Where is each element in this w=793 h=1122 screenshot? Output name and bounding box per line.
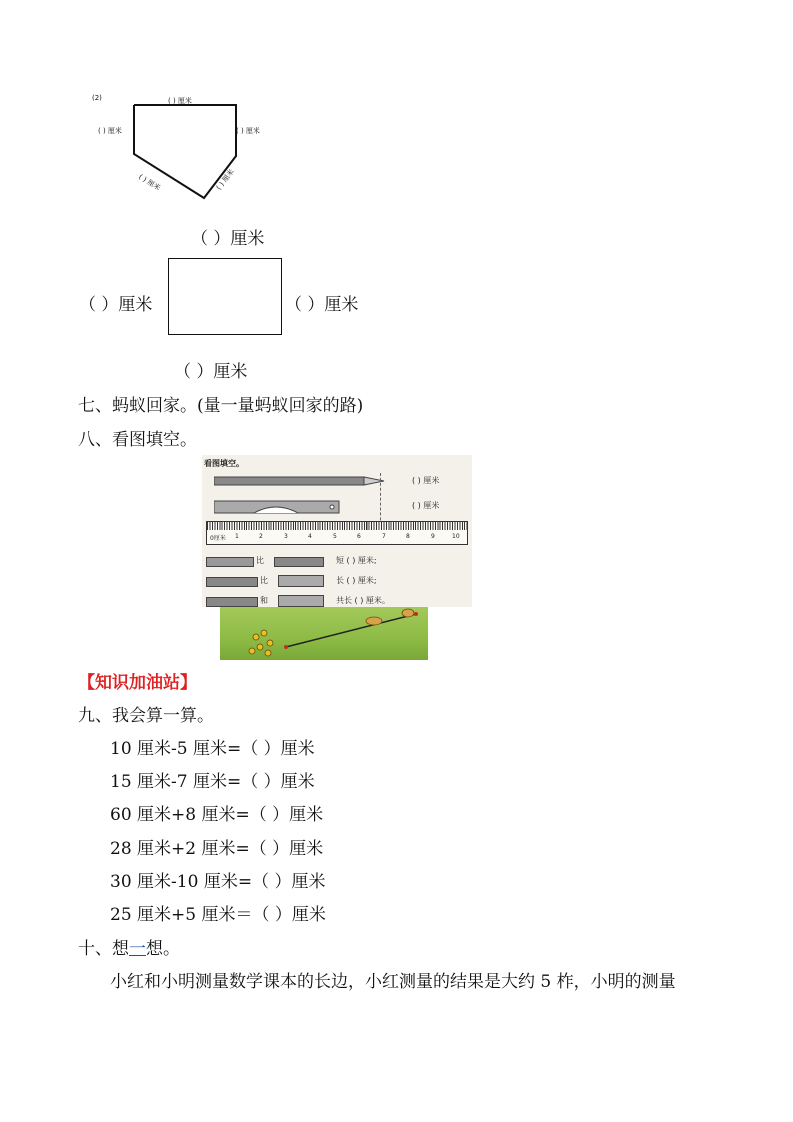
pentagon-right-label: ( ) 厘米: [236, 127, 260, 135]
rectangle-right-label: （ ）厘米: [285, 295, 359, 315]
ant-path-image: [220, 607, 428, 660]
row1-mid: 比: [256, 556, 264, 565]
calc-row-4: 28 厘米+2 厘米=（ ）厘米: [110, 839, 324, 859]
ruler-tick-4: 4: [308, 533, 312, 540]
calc-row-6: 25 厘米+5 厘米＝（ ）厘米: [110, 905, 326, 925]
row3-item-b: [278, 595, 324, 607]
ruler-tick-1: 1: [235, 533, 239, 540]
calc-row-3: 60 厘米+8 厘米=（ ）厘米: [110, 805, 324, 825]
small-ruler: [214, 499, 344, 515]
row3-item-a: [206, 597, 258, 607]
section10-paragraph: 小红和小明测量数学课本的长边，小红测量的结果是大约 5 柞，小明的测量: [110, 972, 676, 992]
pentagon-left-label: ( ) 厘米: [98, 127, 122, 135]
calc-row-1: 10 厘米-5 厘米=（ ）厘米: [110, 739, 315, 759]
ruler-tick-5: 5: [333, 533, 337, 540]
row3-mid: 和: [260, 596, 268, 605]
pentagon-lower-left-label: ( ) 厘米: [137, 172, 162, 193]
row1-item-a: [206, 557, 254, 567]
ruler-tick-8: 8: [406, 533, 410, 540]
calc-row-2: 15 厘米-7 厘米=（ ）厘米: [110, 772, 315, 792]
row2-end: 长 ( ) 厘米;: [336, 576, 377, 585]
section9-heading: 九、我会算一算。: [78, 706, 214, 726]
row2-item-b: [278, 575, 324, 587]
calc-row-5: 30 厘米-10 厘米=（ ）厘米: [110, 872, 326, 892]
pentagon-shape: [88, 90, 288, 205]
section7-heading: 七、蚂蚁回家。(量一量蚂蚁回家的路): [78, 396, 364, 416]
ruler-tick-7: 7: [382, 533, 386, 540]
rectangle-bottom-label: （ ）厘米: [174, 362, 248, 382]
pentagon-lower-right-label: ( ) 厘米: [214, 167, 236, 192]
ruler-tick-labels: [202, 533, 472, 543]
row2-item-a: [206, 577, 258, 587]
ruler-tick-9: 9: [431, 533, 435, 540]
row1-end: 短 ( ) 厘米;: [336, 556, 377, 565]
ruler-figure: [202, 455, 472, 607]
section8-heading: 八、看图填空。: [78, 430, 197, 450]
ant-home: [366, 609, 414, 625]
knowledge-title: 【知识加油站】: [78, 673, 197, 693]
section10-heading: [78, 939, 180, 959]
row2-mid: 比: [260, 576, 268, 585]
ruler-zero-label: 0厘米: [210, 535, 226, 542]
ant-path-line: [220, 607, 428, 660]
section10-part-b: 一: [129, 939, 146, 959]
ruler-tick-2: 2: [259, 533, 263, 540]
figure-header: 看图填空。: [204, 459, 244, 468]
row1-item-b: [274, 557, 324, 567]
answer1-label: ( ) 厘米: [412, 476, 440, 485]
rectangle-shape: [168, 258, 282, 335]
answer2-label: ( ) 厘米: [412, 501, 440, 510]
ruler-tick-6: 6: [357, 533, 361, 540]
pentagon-index: (2): [92, 94, 102, 102]
ruler-tick-3: 3: [284, 533, 288, 540]
pentagon-figure: [88, 90, 288, 205]
pentagon-top-label: ( ) 厘米: [168, 97, 192, 105]
ant-group: [249, 630, 273, 656]
row3-end: 共长 ( ) 厘米。: [336, 596, 390, 605]
long-pencil: [214, 475, 394, 487]
section10-part-c: 想。: [146, 939, 180, 959]
rectangle-top-label: （ ）厘米: [191, 229, 265, 249]
section10-part-a: 十、想: [78, 939, 129, 959]
rectangle-left-label: （ ）厘米: [79, 295, 153, 315]
ruler-tick-10: 10: [452, 533, 460, 540]
